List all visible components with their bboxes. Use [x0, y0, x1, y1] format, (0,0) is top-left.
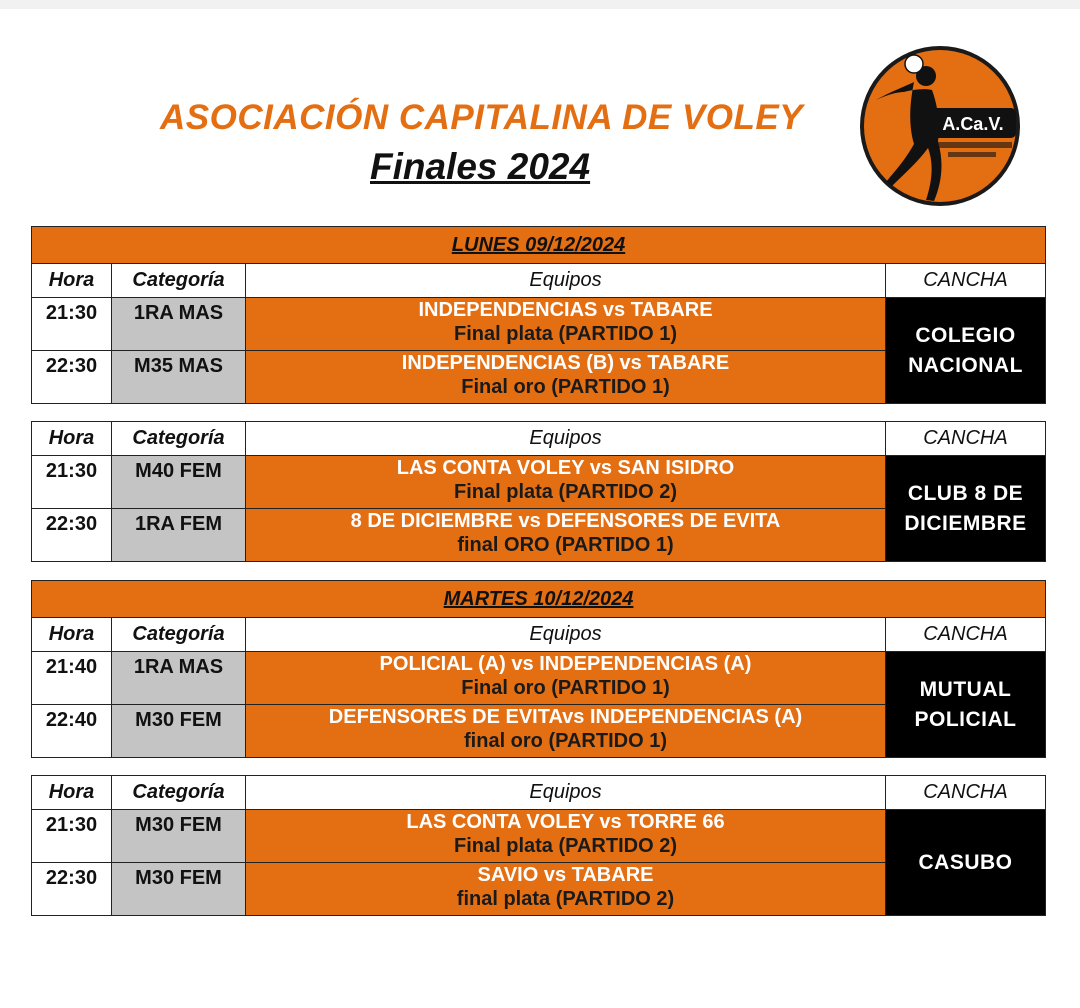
- match-final: final oro (PARTIDO 1): [464, 730, 667, 752]
- schedule-table-martes-casubo: [31, 775, 1046, 916]
- match-category: M40 FEM: [112, 456, 246, 509]
- cancha-cell: [886, 456, 1046, 562]
- match-category: 1RA MAS: [112, 652, 246, 705]
- match-teams: INDEPENDENCIAS (B) vs TABARE: [401, 352, 730, 374]
- match-time: 21:30: [32, 456, 112, 509]
- hora-header: Hora: [32, 264, 112, 298]
- cancha-line: DICIEMBRE: [904, 511, 1027, 535]
- match-teams: 8 DE DICIEMBRE vs DEFENSORES DE EVITA: [350, 510, 781, 532]
- organization-title: ASOCIACIÓN CAPITALINA DE VOLEY: [160, 98, 804, 137]
- cancha-line: COLEGIO: [915, 323, 1016, 347]
- equipos-header: Equipos: [246, 422, 886, 456]
- cancha-header: CANCHA: [886, 264, 1046, 298]
- match-row: [32, 810, 1046, 863]
- hora-header: Hora: [32, 776, 112, 810]
- match-time: 21:30: [32, 810, 112, 863]
- cancha-line: CLUB 8 DE: [907, 481, 1024, 505]
- match-row: [32, 298, 1046, 351]
- match-teams-cell: [246, 509, 886, 562]
- cancha-header: CANCHA: [886, 422, 1046, 456]
- match-final: final plata (PARTIDO 2): [456, 888, 675, 910]
- svg-text:A.Ca.V.: A.Ca.V.: [942, 114, 1004, 134]
- hora-header: Hora: [32, 618, 112, 652]
- equipos-header: Equipos: [246, 618, 886, 652]
- match-teams-cell: [246, 652, 886, 705]
- match-category: M35 MAS: [112, 351, 246, 404]
- match-teams: DEFENSORES DE EVITAvs INDEPENDENCIAS (A): [328, 706, 803, 728]
- match-teams-cell: [246, 456, 886, 509]
- match-teams: LAS CONTA VOLEY vs TORRE 66: [406, 811, 725, 833]
- column-header-row: [32, 618, 1046, 652]
- day-date: MARTES 10/12/2024: [32, 581, 1046, 618]
- column-header-row: [32, 264, 1046, 298]
- match-teams-cell: [246, 351, 886, 404]
- match-final: Final oro (PARTIDO 1): [461, 677, 670, 699]
- match-teams: LAS CONTA VOLEY vs SAN ISIDRO: [396, 457, 735, 479]
- match-row: [32, 652, 1046, 705]
- categoria-header: Categoría: [112, 776, 246, 810]
- categoria-header: Categoría: [112, 422, 246, 456]
- page-subtitle: Finales 2024: [370, 146, 591, 187]
- match-time: 22:30: [32, 351, 112, 404]
- cancha-cell: [886, 810, 1046, 916]
- cancha-line: MUTUAL: [919, 677, 1012, 701]
- day-header: [32, 581, 1046, 618]
- schedule-table-lunes-club8: [31, 421, 1046, 562]
- equipos-header: Equipos: [246, 264, 886, 298]
- schedule-table-lunes-colegio: [31, 226, 1046, 404]
- cancha-header: CANCHA: [886, 618, 1046, 652]
- match-teams-cell: [246, 810, 886, 863]
- match-time: 21:40: [32, 652, 112, 705]
- match-teams-cell: [246, 298, 886, 351]
- match-time: 22:30: [32, 863, 112, 916]
- schedule-table-martes-mutual: [31, 580, 1046, 758]
- acav-logo: [856, 44, 1024, 208]
- match-category: M30 FEM: [112, 810, 246, 863]
- column-header-row: [32, 422, 1046, 456]
- match-final: Final plata (PARTIDO 2): [454, 835, 677, 857]
- equipos-header: Equipos: [246, 776, 886, 810]
- cancha-cell: [886, 298, 1046, 404]
- top-strip: [0, 0, 1080, 9]
- match-category: 1RA FEM: [112, 509, 246, 562]
- match-final: Final plata (PARTIDO 2): [454, 481, 677, 503]
- cancha-line: NACIONAL: [908, 353, 1023, 377]
- match-time: 22:40: [32, 705, 112, 758]
- match-time: 21:30: [32, 298, 112, 351]
- cancha-line: POLICIAL: [914, 707, 1017, 731]
- match-time: 22:30: [32, 509, 112, 562]
- categoria-header: Categoría: [112, 264, 246, 298]
- match-teams: SAVIO vs TABARE: [477, 864, 654, 886]
- match-final: Final oro (PARTIDO 1): [461, 376, 670, 398]
- cancha-line: CASUBO: [918, 850, 1013, 874]
- categoria-header: Categoría: [112, 618, 246, 652]
- hora-header: Hora: [32, 422, 112, 456]
- match-final: Final plata (PARTIDO 1): [454, 323, 677, 345]
- day-header: [32, 227, 1046, 264]
- match-teams-cell: [246, 863, 886, 916]
- match-teams-cell: [246, 705, 886, 758]
- match-teams: POLICIAL (A) vs INDEPENDENCIAS (A): [379, 653, 752, 675]
- cancha-header: CANCHA: [886, 776, 1046, 810]
- match-teams: INDEPENDENCIAS vs TABARE: [418, 299, 713, 321]
- day-date: LUNES 09/12/2024: [32, 227, 1046, 264]
- cancha-cell: [886, 652, 1046, 758]
- column-header-row: [32, 776, 1046, 810]
- match-category: 1RA MAS: [112, 298, 246, 351]
- match-final: final ORO (PARTIDO 1): [457, 534, 674, 556]
- match-category: M30 FEM: [112, 863, 246, 916]
- match-category: M30 FEM: [112, 705, 246, 758]
- match-row: [32, 456, 1046, 509]
